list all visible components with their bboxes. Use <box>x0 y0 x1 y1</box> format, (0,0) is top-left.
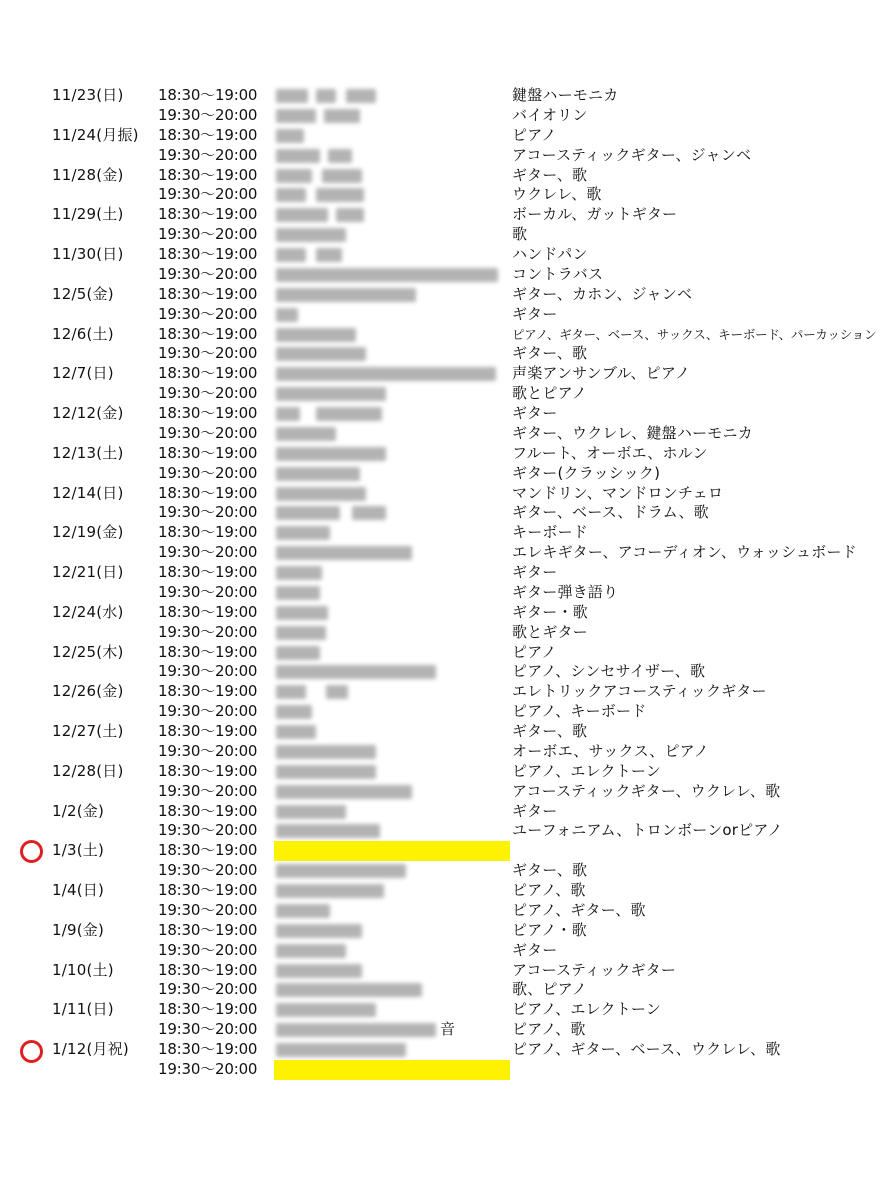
time-cell: 19:30～20:00 <box>158 1020 258 1039</box>
redaction-mosaic <box>336 208 364 222</box>
schedule-row <box>0 1000 883 1020</box>
instrument-cell: ハンドパン <box>512 245 588 263</box>
time-cell: 19:30～20:00 <box>158 185 258 204</box>
schedule-row <box>0 782 883 802</box>
redaction-mosaic <box>276 646 320 660</box>
performer-name-redacted <box>276 308 506 322</box>
performer-name-redacted <box>276 864 506 878</box>
instrument-cell: ギター弾き語り <box>512 582 619 601</box>
schedule-row <box>0 563 883 583</box>
redaction-mosaic <box>276 387 386 401</box>
time-cell: 19:30～20:00 <box>158 304 258 323</box>
schedule-row <box>0 106 883 126</box>
date-cell: 11/30(日) <box>52 245 124 263</box>
schedule-row <box>0 86 883 106</box>
time-cell: 18:30～19:00 <box>158 443 258 462</box>
schedule-row <box>0 225 883 245</box>
schedule-row <box>0 166 883 186</box>
time-cell: 19:30～20:00 <box>158 582 258 601</box>
instrument-cell: ギター・歌 <box>512 602 588 621</box>
schedule-row <box>0 802 883 822</box>
date-cell: 1/12(月祝) <box>52 1040 129 1058</box>
instrument-cell: ピアノ、ギター、歌 <box>512 900 646 919</box>
instrument-cell: ギター、歌 <box>512 861 588 880</box>
date-cell: 12/24(水) <box>52 602 124 621</box>
redaction-mosaic <box>316 188 364 202</box>
performer-name-suffix: 音 <box>440 1020 456 1039</box>
redaction-mosaic <box>276 89 308 103</box>
instrument-cell: ボーカル、ガットギター <box>512 205 678 224</box>
time-cell: 18:30～19:00 <box>158 602 258 621</box>
instrument-cell: ギター <box>512 801 558 820</box>
performer-name-redacted <box>276 824 506 838</box>
time-cell: 19:30～20:00 <box>158 145 258 164</box>
schedule-row <box>0 921 883 941</box>
schedule-row <box>0 424 883 444</box>
instrument-cell: 歌 <box>512 225 528 244</box>
performer-name-redacted <box>276 328 506 342</box>
redaction-mosaic <box>352 506 386 520</box>
redaction-mosaic <box>324 109 360 123</box>
performer-name-redacted <box>276 685 506 699</box>
instrument-cell: フルート、オーボエ、ホルン <box>512 443 708 462</box>
date-cell: 12/5(金) <box>52 284 114 303</box>
redaction-mosaic <box>276 288 416 302</box>
time-cell: 19:30～20:00 <box>158 781 258 800</box>
redaction-mosaic <box>276 606 328 620</box>
schedule-row <box>0 305 883 325</box>
schedule-row <box>0 722 883 742</box>
time-cell: 19:30～20:00 <box>158 861 258 880</box>
instrument-cell: ピアノ、エレクトーン <box>512 1000 662 1019</box>
redaction-mosaic <box>276 964 362 978</box>
redaction-mosaic <box>276 268 498 282</box>
time-cell: 19:30～20:00 <box>158 702 258 721</box>
time-cell: 18:30～19:00 <box>158 284 258 303</box>
schedule-row <box>0 464 883 484</box>
instrument-cell: 歌とピアノ <box>512 384 587 403</box>
performer-name-redacted <box>276 964 506 978</box>
time-cell: 19:30～20:00 <box>158 940 258 959</box>
time-cell: 19:30～20:00 <box>158 622 258 641</box>
redaction-mosaic <box>276 785 412 799</box>
time-cell: 18:30～19:00 <box>158 642 258 661</box>
schedule-row <box>0 841 883 861</box>
performer-name-redacted <box>276 367 506 381</box>
time-cell: 19:30～20:00 <box>158 344 258 363</box>
schedule-row <box>0 881 883 901</box>
performer-name-redacted <box>276 467 506 481</box>
redaction-mosaic <box>276 407 300 421</box>
time-cell: 19:30～20:00 <box>158 980 258 999</box>
date-cell: 11/23(日) <box>52 86 124 104</box>
performer-name-redacted <box>276 665 506 679</box>
performer-name-redacted <box>276 1043 506 1057</box>
schedule-row <box>0 742 883 762</box>
instrument-cell: ピアノ・歌 <box>512 920 587 939</box>
instrument-cell: バイオリン <box>512 105 588 124</box>
redaction-mosaic <box>276 1023 436 1037</box>
redaction-mosaic <box>276 447 386 461</box>
redaction-mosaic <box>276 248 306 262</box>
redaction-mosaic <box>276 169 312 183</box>
instrument-cell: ピアノ、ギター、ベース、ウクレレ、歌 <box>512 1040 781 1058</box>
instrument-cell: キーボード <box>512 523 589 542</box>
instrument-cell: 歌、ピアノ <box>512 980 587 999</box>
instrument-cell: アコースティックギター、ジャンベ <box>512 145 752 164</box>
redaction-mosaic <box>276 427 336 441</box>
redaction-mosaic <box>276 1003 376 1017</box>
redaction-mosaic <box>276 208 328 222</box>
redaction-mosaic <box>276 188 306 202</box>
date-cell: 11/28(金) <box>52 165 124 184</box>
redaction-mosaic <box>276 805 346 819</box>
instrument-cell: ピアノ、ギター、ベース、サックス、キーボード、パーカッション <box>512 326 877 342</box>
time-cell: 18:30～19:00 <box>158 761 258 780</box>
instrument-cell: ギター、歌 <box>512 344 588 363</box>
schedule-row <box>0 543 883 563</box>
performer-name-redacted <box>276 586 506 600</box>
performer-name-redacted <box>276 506 506 520</box>
time-cell: 19:30～20:00 <box>158 662 258 681</box>
time-cell: 19:30～20:00 <box>158 384 258 403</box>
performer-name-redacted <box>276 487 506 501</box>
time-cell: 19:30～20:00 <box>158 264 258 283</box>
performer-name-redacted <box>276 526 506 540</box>
schedule-row <box>0 662 883 682</box>
redaction-mosaic <box>276 308 298 322</box>
redaction-mosaic <box>276 586 320 600</box>
performer-name-redacted <box>276 129 506 143</box>
date-cell: 12/27(土) <box>52 722 124 740</box>
time-cell: 18:30～19:00 <box>158 881 258 899</box>
performer-name-redacted <box>276 347 506 361</box>
highlighted-empty-slot <box>274 841 510 861</box>
schedule-row <box>0 205 883 225</box>
date-cell: 1/4(日) <box>52 881 105 899</box>
date-cell: 12/21(日) <box>52 563 124 581</box>
redaction-mosaic <box>276 228 346 242</box>
performer-name-redacted <box>276 288 506 302</box>
instrument-cell: ピアノ、シンセサイザー、歌 <box>512 662 706 681</box>
time-cell: 18:30～19:00 <box>158 125 258 144</box>
schedule-row <box>0 444 883 464</box>
date-cell: 12/28(日) <box>52 761 124 780</box>
redaction-mosaic <box>276 566 322 580</box>
time-cell: 18:30～19:00 <box>158 801 258 820</box>
schedule-row <box>0 325 883 345</box>
schedule-row <box>0 1040 883 1060</box>
time-cell: 18:30～19:00 <box>158 205 258 224</box>
instrument-cell: コントラバス <box>512 264 604 283</box>
schedule-row <box>0 285 883 305</box>
redaction-mosaic <box>276 705 312 719</box>
redaction-mosaic <box>326 685 348 699</box>
time-cell: 18:30～19:00 <box>158 1000 258 1019</box>
instrument-cell: アコースティックギター <box>512 960 677 979</box>
performer-name-redacted <box>276 427 506 441</box>
date-cell: 1/9(金) <box>52 920 105 939</box>
redaction-mosaic <box>276 983 422 997</box>
performer-name-redacted <box>276 169 506 183</box>
time-cell: 18:30～19:00 <box>158 1040 258 1058</box>
redaction-mosaic <box>276 884 384 898</box>
redaction-mosaic <box>276 546 412 560</box>
date-cell: 12/19(金) <box>52 523 124 542</box>
redaction-mosaic <box>328 149 352 163</box>
date-cell: 12/6(土) <box>52 324 114 343</box>
date-cell: 11/24(月振) <box>52 125 139 144</box>
performer-name-redacted <box>276 705 506 719</box>
performer-name-redacted <box>276 1003 506 1017</box>
redaction-mosaic <box>276 765 376 779</box>
instrument-cell: ギター <box>512 304 558 323</box>
performer-name-redacted <box>276 248 506 262</box>
red-circle-mark-1-12 <box>20 1040 43 1063</box>
schedule-row <box>0 1020 883 1040</box>
instrument-cell: ギター <box>512 940 558 959</box>
schedule-row <box>0 364 883 384</box>
time-cell: 18:30～19:00 <box>158 364 258 383</box>
performer-name-redacted <box>276 904 506 918</box>
red-circle-mark-1-3 <box>20 840 43 863</box>
schedule-row <box>0 901 883 921</box>
performer-name-redacted <box>276 149 506 163</box>
instrument-cell: 声楽アンサンブル、ピアノ <box>512 364 691 383</box>
performer-name-redacted <box>276 208 506 222</box>
instrument-cell: ギター <box>512 404 558 422</box>
performer-name-redacted <box>276 924 506 938</box>
performer-name-redacted <box>276 626 506 640</box>
schedule-row <box>0 682 883 702</box>
time-cell: 18:30～19:00 <box>158 523 258 542</box>
redaction-mosaic <box>276 864 406 878</box>
schedule-row <box>0 702 883 722</box>
schedule-row <box>0 126 883 146</box>
instrument-cell: ギター(クラッシック) <box>512 463 661 482</box>
redaction-mosaic <box>346 89 376 103</box>
date-cell: 12/12(金) <box>52 404 124 422</box>
redaction-mosaic <box>276 149 320 163</box>
date-cell: 11/29(土) <box>52 205 124 224</box>
performer-name-redacted <box>276 109 506 123</box>
instrument-cell: ギター、カホン、ジャンベ <box>512 284 693 303</box>
performer-name-redacted <box>276 89 506 103</box>
time-cell: 18:30～19:00 <box>158 722 258 740</box>
schedule-row <box>0 980 883 1000</box>
redaction-mosaic <box>322 169 362 183</box>
performer-name-redacted <box>276 785 506 799</box>
instrument-cell: エレトリックアコースティックギター <box>512 682 767 701</box>
instrument-cell: アコースティックギター、ウクレレ、歌 <box>512 781 781 800</box>
performer-name-redacted <box>276 387 506 401</box>
instrument-cell: ギター、ベース、ドラム、歌 <box>512 503 709 522</box>
instrument-cell: ピアノ、歌 <box>512 881 586 899</box>
redaction-mosaic <box>276 626 326 640</box>
time-cell: 18:30～19:00 <box>158 563 258 581</box>
redaction-mosaic <box>276 467 360 481</box>
performer-name-redacted <box>276 745 506 759</box>
time-cell: 18:30～19:00 <box>158 920 258 939</box>
schedule-row <box>0 384 883 404</box>
schedule-row <box>0 821 883 841</box>
instrument-cell: ウクレレ、歌 <box>512 185 602 204</box>
time-cell: 18:30～19:00 <box>158 682 258 701</box>
redaction-mosaic <box>276 824 380 838</box>
instrument-cell: ユーフォニアム、トロンボーンorピアノ <box>512 821 783 840</box>
instrument-cell: ピアノ、キーボード <box>512 702 647 721</box>
redaction-mosaic <box>276 1043 406 1057</box>
performer-name-redacted <box>276 1020 506 1039</box>
instrument-cell: 歌とギター <box>512 622 588 641</box>
time-cell: 18:30～19:00 <box>158 165 258 184</box>
schedule-row <box>0 583 883 603</box>
performer-name-redacted <box>276 765 506 779</box>
redaction-mosaic <box>276 506 340 520</box>
performer-name-redacted <box>276 268 506 282</box>
redaction-mosaic <box>276 129 304 143</box>
instrument-cell: オーボエ、サックス、ピアノ <box>512 741 709 760</box>
performer-name-redacted <box>276 606 506 620</box>
schedule-row <box>0 941 883 961</box>
instrument-cell: ピアノ <box>512 125 557 144</box>
highlighted-empty-slot <box>274 1060 510 1080</box>
time-cell: 18:30～19:00 <box>158 324 258 343</box>
instrument-cell: マンドリン、マンドロンチェロ <box>512 483 724 502</box>
redaction-mosaic <box>276 328 356 342</box>
time-cell: 18:30～19:00 <box>158 960 258 979</box>
redaction-mosaic <box>316 407 382 421</box>
time-cell: 18:30～19:00 <box>158 404 258 422</box>
performer-name-redacted <box>276 884 506 898</box>
redaction-mosaic <box>276 367 496 381</box>
schedule-row <box>0 503 883 523</box>
schedule-row <box>0 623 883 643</box>
schedule-row <box>0 484 883 504</box>
instrument-cell: ギター、ウクレレ、鍵盤ハーモニカ <box>512 423 753 442</box>
time-cell: 19:30～20:00 <box>158 423 258 442</box>
date-cell: 1/2(金) <box>52 801 105 820</box>
schedule-table <box>0 86 883 1080</box>
time-cell: 19:30～20:00 <box>158 900 258 919</box>
instrument-cell: ピアノ、エレクトーン <box>512 761 662 780</box>
performer-name-redacted <box>276 407 506 421</box>
schedule-row <box>0 762 883 782</box>
instrument-cell: ギター、歌 <box>512 722 588 740</box>
performer-name-redacted <box>276 805 506 819</box>
schedule-row <box>0 245 883 265</box>
schedule-row <box>0 643 883 663</box>
redaction-mosaic <box>316 248 342 262</box>
redaction-mosaic <box>276 665 436 679</box>
schedule-row <box>0 603 883 623</box>
schedule-row <box>0 146 883 166</box>
time-cell: 19:30～20:00 <box>158 741 258 760</box>
redaction-mosaic <box>276 109 316 123</box>
redaction-mosaic <box>276 347 366 361</box>
date-cell: 1/11(日) <box>52 1000 114 1019</box>
performer-name-redacted <box>276 566 506 580</box>
instrument-cell: ギター <box>512 563 558 581</box>
performer-name-redacted <box>276 447 506 461</box>
time-cell: 19:30～20:00 <box>158 225 258 244</box>
performer-name-redacted <box>276 188 506 202</box>
instrument-cell: ピアノ <box>512 642 557 661</box>
redaction-mosaic <box>276 904 330 918</box>
time-cell: 19:30～20:00 <box>158 1059 258 1078</box>
date-cell: 12/7(日) <box>52 364 114 383</box>
performer-name-redacted <box>276 228 506 242</box>
performer-name-redacted <box>276 546 506 560</box>
time-cell: 18:30～19:00 <box>158 483 258 502</box>
redaction-mosaic <box>276 487 366 501</box>
schedule-row <box>0 861 883 881</box>
schedule-row <box>0 1060 883 1080</box>
performer-name-redacted <box>276 725 506 739</box>
redaction-mosaic <box>276 725 316 739</box>
performer-name-redacted <box>276 646 506 660</box>
redaction-mosaic <box>276 745 376 759</box>
time-cell: 19:30～20:00 <box>158 105 258 124</box>
schedule-row <box>0 961 883 981</box>
time-cell: 18:30～19:00 <box>158 86 258 104</box>
redaction-mosaic <box>276 526 330 540</box>
schedule-row <box>0 344 883 364</box>
time-cell: 19:30～20:00 <box>158 543 258 562</box>
time-cell: 19:30～20:00 <box>158 503 258 522</box>
date-cell: 12/26(金) <box>52 682 124 701</box>
date-cell: 12/25(木) <box>52 642 124 661</box>
redaction-mosaic <box>276 944 346 958</box>
instrument-cell: ギター、歌 <box>512 165 588 184</box>
time-cell: 18:30～19:00 <box>158 245 258 263</box>
schedule-row <box>0 523 883 543</box>
redaction-mosaic <box>276 924 362 938</box>
time-cell: 18:30～19:00 <box>158 841 258 860</box>
date-cell: 1/3(土) <box>52 841 105 860</box>
schedule-row <box>0 265 883 285</box>
redaction-mosaic <box>316 89 336 103</box>
instrument-cell: 鍵盤ハーモニカ <box>512 86 619 104</box>
instrument-cell: エレキギター、アコーディオン、ウォッシュボード <box>512 543 857 562</box>
schedule-row <box>0 404 883 424</box>
time-cell: 19:30～20:00 <box>158 463 258 482</box>
time-cell: 19:30～20:00 <box>158 821 258 840</box>
date-cell: 12/13(土) <box>52 443 124 462</box>
date-cell: 1/10(土) <box>52 960 114 979</box>
redaction-mosaic <box>276 685 306 699</box>
performer-name-redacted <box>276 983 506 997</box>
schedule-row <box>0 185 883 205</box>
instrument-cell: ピアノ、歌 <box>512 1020 586 1039</box>
performer-name-redacted <box>276 944 506 958</box>
date-cell: 12/14(日) <box>52 483 124 502</box>
